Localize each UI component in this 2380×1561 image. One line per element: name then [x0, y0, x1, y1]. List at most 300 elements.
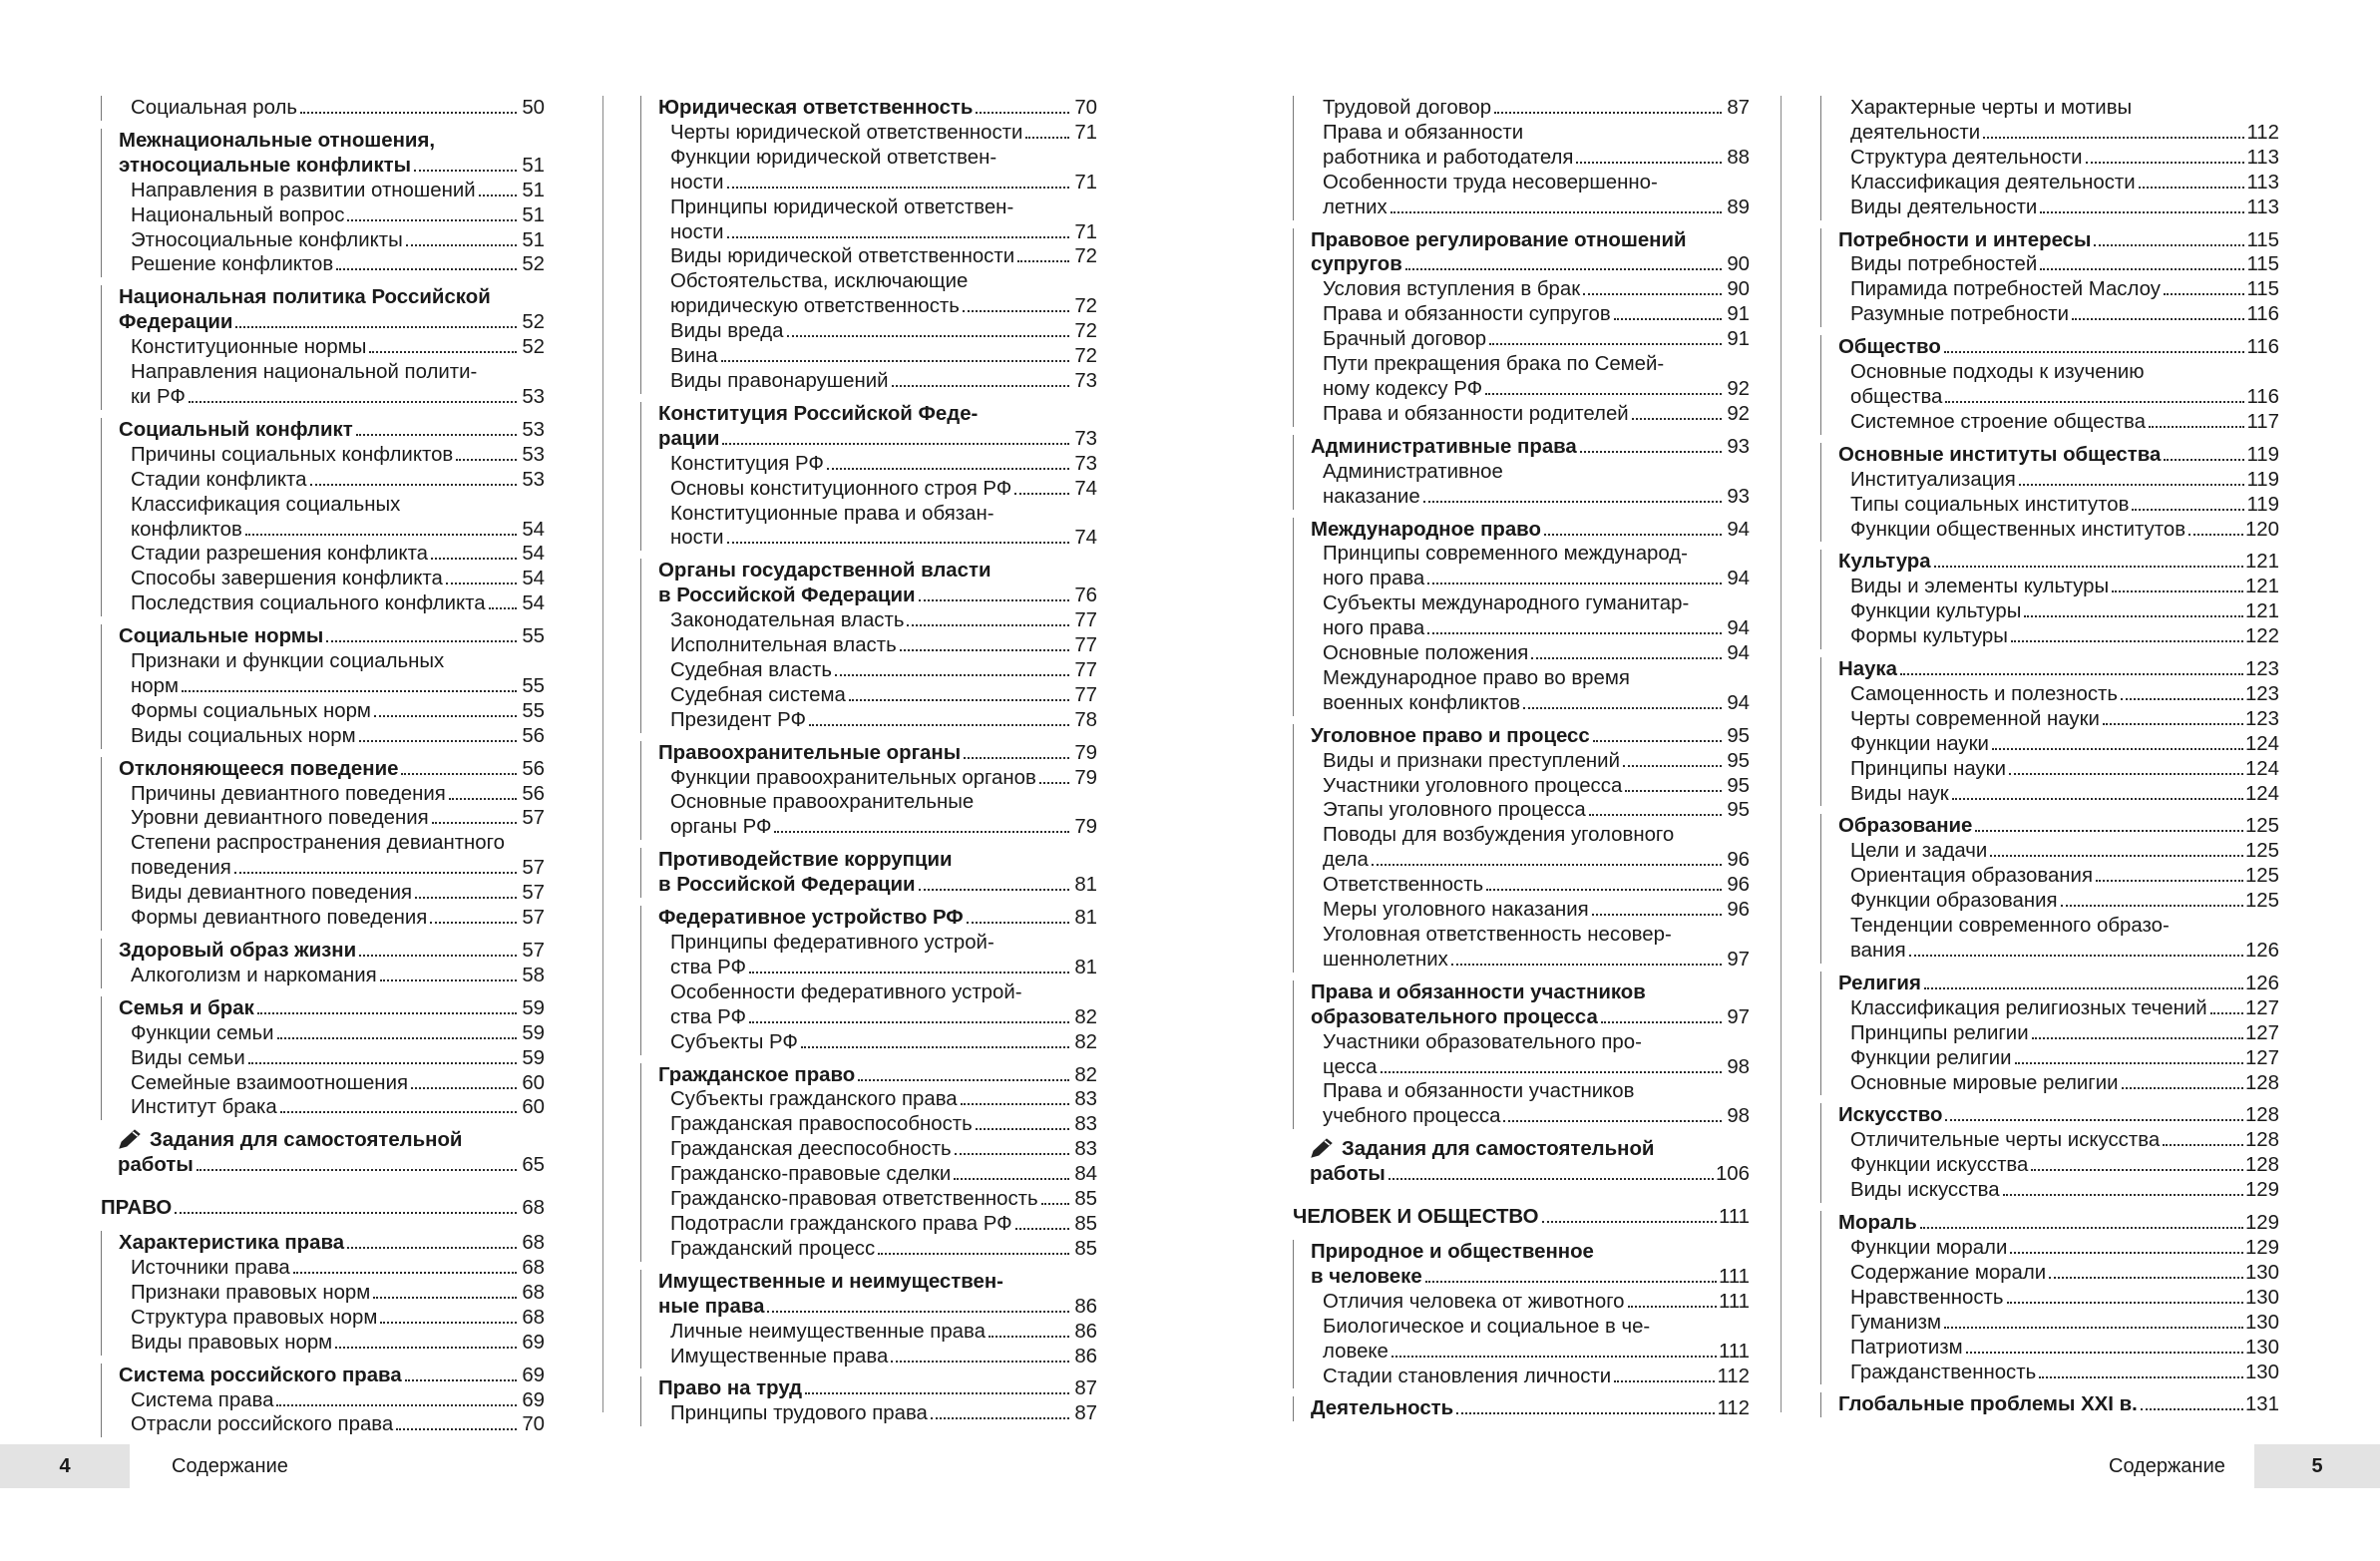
dot-leader: [1542, 1221, 1718, 1223]
page-number: 116: [2246, 336, 2279, 359]
toc-subentry-text: Системное строение общества: [1850, 410, 2146, 433]
toc-subentry: [1294, 567, 1750, 591]
toc-subentry-text: Основы конституционного строя РФ: [670, 477, 1012, 500]
dot-leader: [248, 1062, 517, 1064]
toc-subentry-text: Виды юридической ответственности: [670, 245, 1015, 268]
toc-heading-line: Конституция Российской Феде-: [658, 402, 979, 425]
toc-subentry-text: работника и работодателя: [1323, 146, 1574, 169]
page-number: 60: [522, 1071, 545, 1094]
toc-subentry-line: Конституционные права и обязан-: [670, 502, 994, 525]
toc-block: [101, 129, 545, 277]
toc-block: [1820, 1211, 2279, 1384]
toc-heading-line: Национальная политика Российской: [119, 286, 491, 309]
toc-subentry-text: военных конфликтов: [1323, 691, 1521, 714]
page-number: 56: [522, 757, 545, 780]
toc-subentry: [1821, 1361, 2279, 1385]
dot-leader: [2024, 615, 2243, 617]
toc-subentry: [1821, 146, 2279, 171]
toc-subentry-text: Участники уголовного процесса: [1323, 774, 1623, 797]
toc-subentry: [1821, 1153, 2279, 1178]
toc-block: [640, 848, 1097, 898]
toc-subentry: [641, 815, 1097, 840]
page-number: 129: [2244, 1212, 2279, 1235]
toc-subentry-text: Функции науки: [1850, 732, 1989, 755]
toc-subentry: [102, 567, 545, 591]
toc-subentry: [1821, 782, 2279, 807]
dot-leader: [727, 542, 1069, 544]
toc-subentry-text: Гражданско-правовые сделки: [670, 1163, 952, 1186]
dot-leader: [280, 1111, 517, 1113]
page-number: 69: [522, 1331, 545, 1354]
page-number: 94: [1727, 642, 1750, 665]
toc-subentry-text: Решение конфликтов: [131, 253, 334, 276]
toc-subentry-text: Функции общественных институтов: [1850, 518, 2186, 541]
toc-subentry: [102, 591, 545, 616]
toc-heading: [1821, 228, 2279, 253]
page-number: 87: [1727, 97, 1750, 119]
toc-subentry-line: Функции юридической ответствен-: [670, 146, 997, 169]
dot-leader: [835, 674, 1069, 676]
toc-block: [101, 1231, 545, 1356]
dot-leader: [2121, 698, 2243, 700]
toc-heading-text: этносоциальные конфликты: [119, 154, 412, 177]
toc-subentry-text: Трудовой договор: [1323, 97, 1492, 119]
toc-subentry: [641, 956, 1097, 980]
toc-subentry-text: Структура деятельности: [1850, 146, 2083, 169]
tasks-row: [1293, 1162, 1750, 1187]
dot-leader: [1966, 1352, 2243, 1354]
toc-subentry: [102, 782, 545, 807]
toc-block: [1820, 1103, 2279, 1203]
dot-leader: [967, 922, 1069, 924]
toc-subentry-text: Имущественные права: [670, 1345, 889, 1367]
page-number: 85: [1074, 1237, 1097, 1260]
dot-leader: [479, 195, 517, 196]
dot-leader: [1593, 740, 1722, 742]
toc-subentry: [1294, 302, 1750, 327]
toc-subentry: [641, 121, 1097, 146]
toc-block: [1293, 980, 1750, 1129]
toc-subentry-text: Формы социальных норм: [131, 699, 371, 722]
page-number: 51: [522, 203, 545, 226]
toc-subentry: [1294, 277, 1750, 302]
page-number: 68: [522, 1197, 545, 1220]
dot-leader: [2096, 880, 2243, 882]
toc-subentry: [1821, 732, 2279, 757]
toc-subentry-line: Права и обязанности: [1323, 121, 1524, 144]
dot-leader: [446, 583, 517, 585]
toc-heading: [102, 757, 545, 782]
toc-heading: [641, 1063, 1097, 1088]
toc-block: [1820, 657, 2279, 806]
toc-heading: [641, 1295, 1097, 1320]
toc-column-1: [101, 96, 545, 1445]
toc-subentry-text: Направления в развитии отношений: [131, 179, 476, 201]
toc-subentry: [102, 806, 545, 831]
toc-block: [101, 418, 545, 616]
page-number: 121: [2244, 576, 2279, 598]
toc-subentry: [641, 633, 1097, 658]
page-number: 128: [2244, 1154, 2279, 1177]
toc-subentry: [641, 452, 1097, 477]
dot-leader: [1924, 987, 2243, 989]
dot-leader: [721, 360, 1069, 362]
page-number: 86: [1074, 1345, 1097, 1367]
toc-subentry: [641, 1187, 1097, 1212]
section-heading: [101, 1196, 545, 1221]
dot-leader: [293, 1272, 517, 1274]
toc-subentry-text: Субъекты РФ: [670, 1030, 798, 1053]
toc-subentry-text: ки РФ: [131, 385, 186, 408]
toc-heading: [641, 873, 1097, 898]
toc-subentry-line: Права и обязанности участников: [1323, 1080, 1635, 1103]
dot-leader: [1945, 1119, 2243, 1121]
page-number: 87: [1074, 1402, 1097, 1425]
toc-subentry: [641, 369, 1097, 394]
toc-subentry-text: ства РФ: [670, 1005, 747, 1028]
page-number: 57: [522, 940, 545, 962]
page-number: 95: [1727, 799, 1750, 822]
toc-block: [1820, 1392, 2279, 1417]
toc-subentry-text: Функции религии: [1850, 1046, 2012, 1069]
page-number: 119: [2246, 468, 2279, 491]
page-number: 57: [522, 907, 545, 930]
toc-subentry: [641, 294, 1097, 319]
page-number: 85: [1074, 1188, 1097, 1211]
toc-subentry-text: Виды правовых норм: [131, 1331, 333, 1354]
dot-leader: [1523, 707, 1722, 709]
page-number: 106: [1715, 1163, 1750, 1186]
pencil-icon: [118, 1128, 144, 1150]
dot-leader: [976, 1128, 1069, 1130]
dot-leader: [1625, 790, 1722, 792]
toc-subentry-text: Принципы религии: [1850, 1021, 2029, 1044]
toc-heading: [1294, 1265, 1750, 1290]
toc-block: [640, 1063, 1097, 1262]
toc-subentry-text: Права и обязанности родителей: [1323, 402, 1629, 425]
dot-leader: [326, 640, 517, 642]
toc-subentry: [641, 1320, 1097, 1345]
toc-subentry-line: Признаки и функции социальных: [131, 650, 445, 673]
dot-leader: [2039, 1376, 2243, 1378]
toc-subentry-line: Основные подходы к изучению: [1850, 361, 2145, 384]
toc-subentry-text: Виды вреда: [670, 320, 784, 343]
toc-subentry: [1821, 195, 2279, 220]
dot-leader: [405, 1379, 517, 1381]
tasks-line: [101, 1128, 545, 1153]
page-number: 128: [2244, 1104, 2279, 1127]
page-number: 4: [59, 1455, 71, 1477]
dot-leader: [359, 955, 517, 957]
dot-leader: [722, 443, 1069, 445]
dot-leader: [1576, 162, 1722, 164]
left-footer-title: Содержание: [172, 1455, 288, 1477]
toc-heading-line: Имущественные и неимуществен-: [658, 1270, 1003, 1293]
toc-subentry: [1294, 327, 1750, 352]
toc-subentry-text: конфликтов: [131, 518, 242, 541]
toc-subentry: [641, 683, 1097, 708]
dot-leader: [919, 889, 1069, 891]
tasks-entry: [1293, 1137, 1750, 1187]
dot-leader: [1015, 1228, 1069, 1230]
toc-heading: [1294, 252, 1750, 277]
toc-subentry: [102, 228, 545, 253]
toc-subentry: [641, 1345, 1097, 1369]
page-number: 52: [522, 336, 545, 359]
toc-subentry-text: Уровни девиантного поведения: [131, 807, 429, 830]
page-number: 85: [1074, 1212, 1097, 1235]
toc-block: [1293, 724, 1750, 973]
toc-subentry: [1294, 641, 1750, 666]
right-footer-title: Содержание: [2109, 1455, 2225, 1477]
dot-leader: [2007, 1302, 2243, 1304]
toc-heading: [641, 427, 1097, 452]
toc-heading-line: Природное и общественное: [1311, 1240, 1594, 1263]
page-number: 54: [522, 568, 545, 590]
dot-leader: [401, 773, 517, 775]
dot-leader: [1992, 748, 2243, 750]
toc-subentry-text: Национальный вопрос: [131, 203, 345, 226]
page-number: 84: [1074, 1163, 1097, 1186]
toc-heading: [1821, 1103, 2279, 1128]
page-number: 96: [1727, 874, 1750, 897]
toc-subentry-text: Стадии разрешения конфликта: [131, 543, 429, 566]
dot-leader: [431, 558, 517, 560]
page-number: 115: [2246, 228, 2279, 251]
page-number: 113: [2246, 195, 2279, 218]
page-number: 70: [1074, 97, 1097, 119]
dot-leader: [954, 1178, 1069, 1180]
toc-subentry: [102, 699, 545, 724]
toc-subentry-text: Функции искусства: [1850, 1154, 2029, 1177]
toc-subentry-text: Стадии конфликта: [131, 468, 307, 491]
page-number: 73: [1074, 452, 1097, 475]
toc-heading-text: Основные институты общества: [1838, 443, 2162, 466]
page-number: 73: [1074, 369, 1097, 392]
dot-leader: [931, 1417, 1069, 1419]
page-number: 125: [2244, 865, 2279, 888]
toc-subentry: [102, 1256, 545, 1281]
toc-heading-text: Гражданское право: [658, 1063, 856, 1086]
page-number: 51: [522, 154, 545, 177]
dot-leader: [1489, 343, 1722, 345]
toc-block: [101, 996, 545, 1121]
toc-subentry-text: Семейные взаимоотношения: [131, 1071, 409, 1094]
dot-leader: [2019, 484, 2245, 486]
dot-leader: [1390, 211, 1722, 213]
toc-subentry-line: Участники образовательного про-: [1323, 1030, 1642, 1053]
page-number: 124: [2244, 757, 2279, 780]
toc-subentry: [102, 1046, 545, 1071]
page-number: 128: [2244, 1129, 2279, 1152]
toc-subentry-text: Классификация религиозных течений: [1850, 996, 2207, 1019]
toc-subentry: [1821, 252, 2279, 277]
toc-block: [101, 939, 545, 988]
page-number: 82: [1074, 1063, 1097, 1086]
toc-subentry: [102, 542, 545, 567]
toc-subentry: [102, 1281, 545, 1306]
page-number: 92: [1727, 377, 1750, 400]
toc-heading: [102, 154, 545, 179]
page-number: 57: [522, 882, 545, 905]
toc-subentry-line: Особенности труда несовершенно-: [1323, 171, 1658, 194]
toc-subentry-text: Классификация деятельности: [1850, 171, 2136, 194]
dot-leader: [1952, 798, 2243, 800]
page-number: 124: [2244, 732, 2279, 755]
dot-leader: [182, 690, 517, 692]
toc-subentry-text: Гражданско-правовая ответственность: [670, 1188, 1038, 1211]
toc-subentry-text: Виды наук: [1850, 782, 1949, 805]
toc-subentry: [102, 96, 545, 121]
toc-subentry-text: Последствия социального конфликта: [131, 592, 486, 615]
dot-leader: [1423, 501, 1722, 503]
page-number: 125: [2244, 815, 2279, 838]
page-number: 125: [2244, 840, 2279, 863]
dot-leader: [257, 1012, 517, 1014]
toc-block: [640, 741, 1097, 841]
toc-subentry: [102, 203, 545, 228]
dot-leader: [1614, 1380, 1715, 1382]
toc-subentry: [1821, 468, 2279, 493]
page-number: 51: [522, 228, 545, 251]
dot-leader: [2210, 1012, 2243, 1014]
toc-heading-text: Культура: [1838, 551, 1931, 574]
page-number: 127: [2244, 996, 2279, 1019]
toc-subentry: [1294, 1104, 1750, 1129]
toc-subentry: [1821, 864, 2279, 889]
toc-heading: [102, 418, 545, 443]
toc-heading: [102, 996, 545, 1021]
toc-heading-text: Федерации: [119, 311, 233, 334]
toc-subentry-text: Типы социальных институтов: [1850, 493, 2130, 516]
toc-subentry-text: Этапы уголовного процесса: [1323, 799, 1586, 822]
dot-leader: [801, 1046, 1069, 1048]
toc-subentry-line: Уголовная ответственность несовер-: [1323, 924, 1672, 946]
dot-leader: [1580, 451, 1722, 453]
toc-subentry: [1821, 1046, 2279, 1071]
dot-leader: [449, 798, 517, 800]
page-number: 59: [522, 1046, 545, 1069]
toc-subentry: [1821, 939, 2279, 964]
dot-leader: [2132, 509, 2244, 511]
page-number: 72: [1074, 345, 1097, 368]
dot-leader: [430, 922, 517, 924]
toc-subentry: [641, 1112, 1097, 1137]
toc-subentry-text: ного права: [1323, 617, 1425, 640]
toc-heading-text: Юридическая ответственность: [658, 97, 974, 119]
dot-leader: [1425, 1281, 1717, 1283]
toc-subentry: [102, 385, 545, 410]
toc-heading-text: Отклоняющееся поведение: [119, 757, 399, 780]
dot-leader: [2040, 268, 2244, 270]
page-number: 65: [522, 1154, 545, 1177]
page-number: 122: [2244, 625, 2279, 648]
toc-subentry: [1821, 575, 2279, 599]
dot-leader: [1427, 632, 1722, 634]
toc-subentry: [102, 468, 545, 493]
dot-leader: [300, 112, 517, 114]
toc-subentry-text: Судебная власть: [670, 658, 832, 681]
toc-subentry-text: Вина: [670, 345, 718, 368]
toc-subentry-line: Характерные черты и мотивы: [1850, 97, 2133, 119]
toc-subentry-text: Признаки правовых норм: [131, 1281, 371, 1304]
dot-leader: [849, 699, 1069, 701]
dot-leader: [369, 351, 517, 353]
toc-subentry-line: Административное: [1323, 460, 1503, 483]
toc-heading: [641, 906, 1097, 931]
page-number: 86: [1074, 1295, 1097, 1318]
dot-leader: [1975, 830, 2243, 832]
toc-heading-text: Потребности и интересы: [1838, 228, 2092, 251]
toc-subentry-line: Субъекты международного гуманитар-: [1323, 592, 1690, 615]
toc-heading-text: в Российской Федерации: [658, 874, 916, 897]
toc-subentry-text: Виды и признаки преступлений: [1323, 749, 1620, 772]
toc-heading-text: Деятельность: [1311, 1397, 1454, 1420]
page-number: 97: [1727, 948, 1750, 971]
toc-subentry: [641, 708, 1097, 733]
page-number: 78: [1074, 708, 1097, 731]
toc-subentry: [1294, 873, 1750, 898]
page-number: 98: [1727, 1055, 1750, 1078]
page-number: 82: [1074, 1005, 1097, 1028]
toc-block: [1293, 1396, 1750, 1421]
toc-block: [640, 1270, 1097, 1369]
page-number: 71: [1074, 171, 1097, 194]
toc-subentry: [102, 1306, 545, 1331]
dot-leader: [727, 187, 1069, 189]
page-number: 57: [522, 807, 545, 830]
page-number: 74: [1074, 527, 1097, 550]
dot-leader: [373, 1297, 517, 1299]
toc-heading-text: Правоохранительные органы: [658, 741, 962, 764]
toc-heading-text: Характеристика права: [119, 1232, 345, 1255]
toc-block: [1820, 96, 2279, 220]
tasks-text: работы: [1310, 1163, 1386, 1186]
toc-subentry: [1821, 121, 2279, 146]
page-number: 82: [1074, 1030, 1097, 1053]
dot-leader: [878, 1253, 1069, 1255]
toc-subentry: [641, 1162, 1097, 1187]
pencil-icon: [1310, 1137, 1336, 1159]
dot-leader: [1544, 534, 1722, 536]
toc-subentry: [102, 1071, 545, 1096]
page-number: 69: [522, 1364, 545, 1386]
toc-heading-line: Правовое регулирование отношений: [1311, 228, 1687, 251]
dot-leader: [374, 715, 517, 717]
page-number: 130: [2244, 1286, 2279, 1309]
toc-subentry-text: норм: [131, 674, 179, 697]
toc-subentry-text: ности: [670, 171, 724, 194]
toc-heading-text: Международное право: [1311, 518, 1541, 541]
toc-subentry-line: Принципы современного международ-: [1323, 543, 1688, 566]
toc-subentry-text: Судебная система: [670, 683, 846, 706]
toc-heading-text: Административные права: [1311, 435, 1577, 458]
toc-subentry-text: Подотрасли гражданского права РФ: [670, 1212, 1012, 1235]
dot-leader: [827, 468, 1069, 470]
page-number: 125: [2244, 890, 2279, 913]
toc-subentry: [1821, 1261, 2279, 1286]
dot-leader: [1945, 401, 2244, 403]
dot-leader: [310, 484, 518, 486]
dot-leader: [347, 219, 517, 221]
column-divider: [602, 96, 603, 1412]
page-number: 95: [1727, 774, 1750, 797]
page-number: 98: [1727, 1105, 1750, 1128]
section-heading: [1293, 1205, 1750, 1230]
toc-heading-line: Органы государственной власти: [658, 560, 992, 583]
dot-leader: [727, 236, 1069, 238]
dot-leader: [1014, 493, 1069, 495]
